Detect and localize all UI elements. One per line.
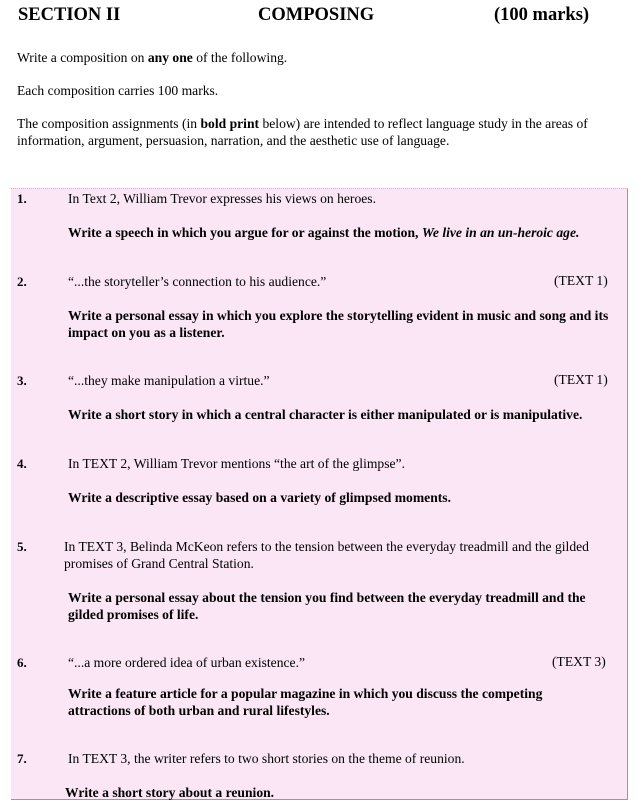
section-header — [18, 5, 618, 29]
section-marks: (100 marks) — [494, 5, 590, 25]
question-number: 4. — [17, 456, 27, 471]
assignment-note: The composition assignments (in bold print below) are intended to reflect language study in the areas of information, argument, persuasion, narration, and the aesthetic use of language. — [17, 116, 588, 148]
question-task: Write a short story about a reunion. — [65, 785, 275, 800]
text-reference: (TEXT 3) — [552, 654, 606, 669]
question-task: Write a short story in which a central character is either manipulated or is manipulative. — [68, 407, 583, 422]
question-prompt: “...a more ordered idea of urban existence.” — [68, 655, 306, 670]
question-task: Write a descriptive essay based on a variety of glimpsed moments. — [68, 490, 451, 505]
question-number: 1. — [17, 191, 27, 206]
question-prompt: In TEXT 3, Belinda McKeon refers to the tension between the everyday treadmill and the gilded promises of Grand Central Station. — [64, 539, 589, 571]
question-number: 3. — [17, 373, 27, 388]
text-reference: (TEXT 1) — [554, 372, 608, 387]
question-number: 7. — [17, 751, 27, 766]
question-number: 6. — [17, 655, 27, 670]
instruction-line: Write a composition on any one of the following. — [17, 50, 288, 65]
question-prompt: In TEXT 3, the writer refers to two short stories on the theme of reunion. — [68, 751, 465, 766]
question-prompt: In TEXT 2, William Trevor mentions “the art of the glimpse”. — [68, 456, 405, 471]
question-prompt: “...the storyteller’s connection to his audience.” — [68, 274, 327, 289]
section-label: SECTION II — [18, 5, 121, 25]
text-reference: (TEXT 1) — [554, 273, 608, 288]
question-prompt: In Text 2, William Trevor expresses his views on heroes. — [68, 191, 376, 206]
question-task: Write a personal essay in which you explore the storytelling evident in music and song and its impact on you as a listener. — [68, 308, 609, 340]
question-task: Write a speech in which you argue for or against the motion, We live in an un-heroic age. — [68, 225, 580, 240]
section-title: COMPOSING — [258, 5, 375, 25]
question-number: 2. — [17, 274, 27, 289]
question-task: Write a feature article for a popular magazine in which you discuss the competing attractions of both urban and rural lifestyles. — [68, 686, 543, 718]
question-number: 5. — [17, 539, 27, 554]
question-prompt: “...they make manipulation a virtue.” — [68, 373, 270, 388]
marks-note: Each composition carries 100 marks. — [17, 83, 219, 98]
question-task: Write a personal essay about the tension you find between the everyday treadmill and the gilded promises of life. — [68, 590, 586, 622]
